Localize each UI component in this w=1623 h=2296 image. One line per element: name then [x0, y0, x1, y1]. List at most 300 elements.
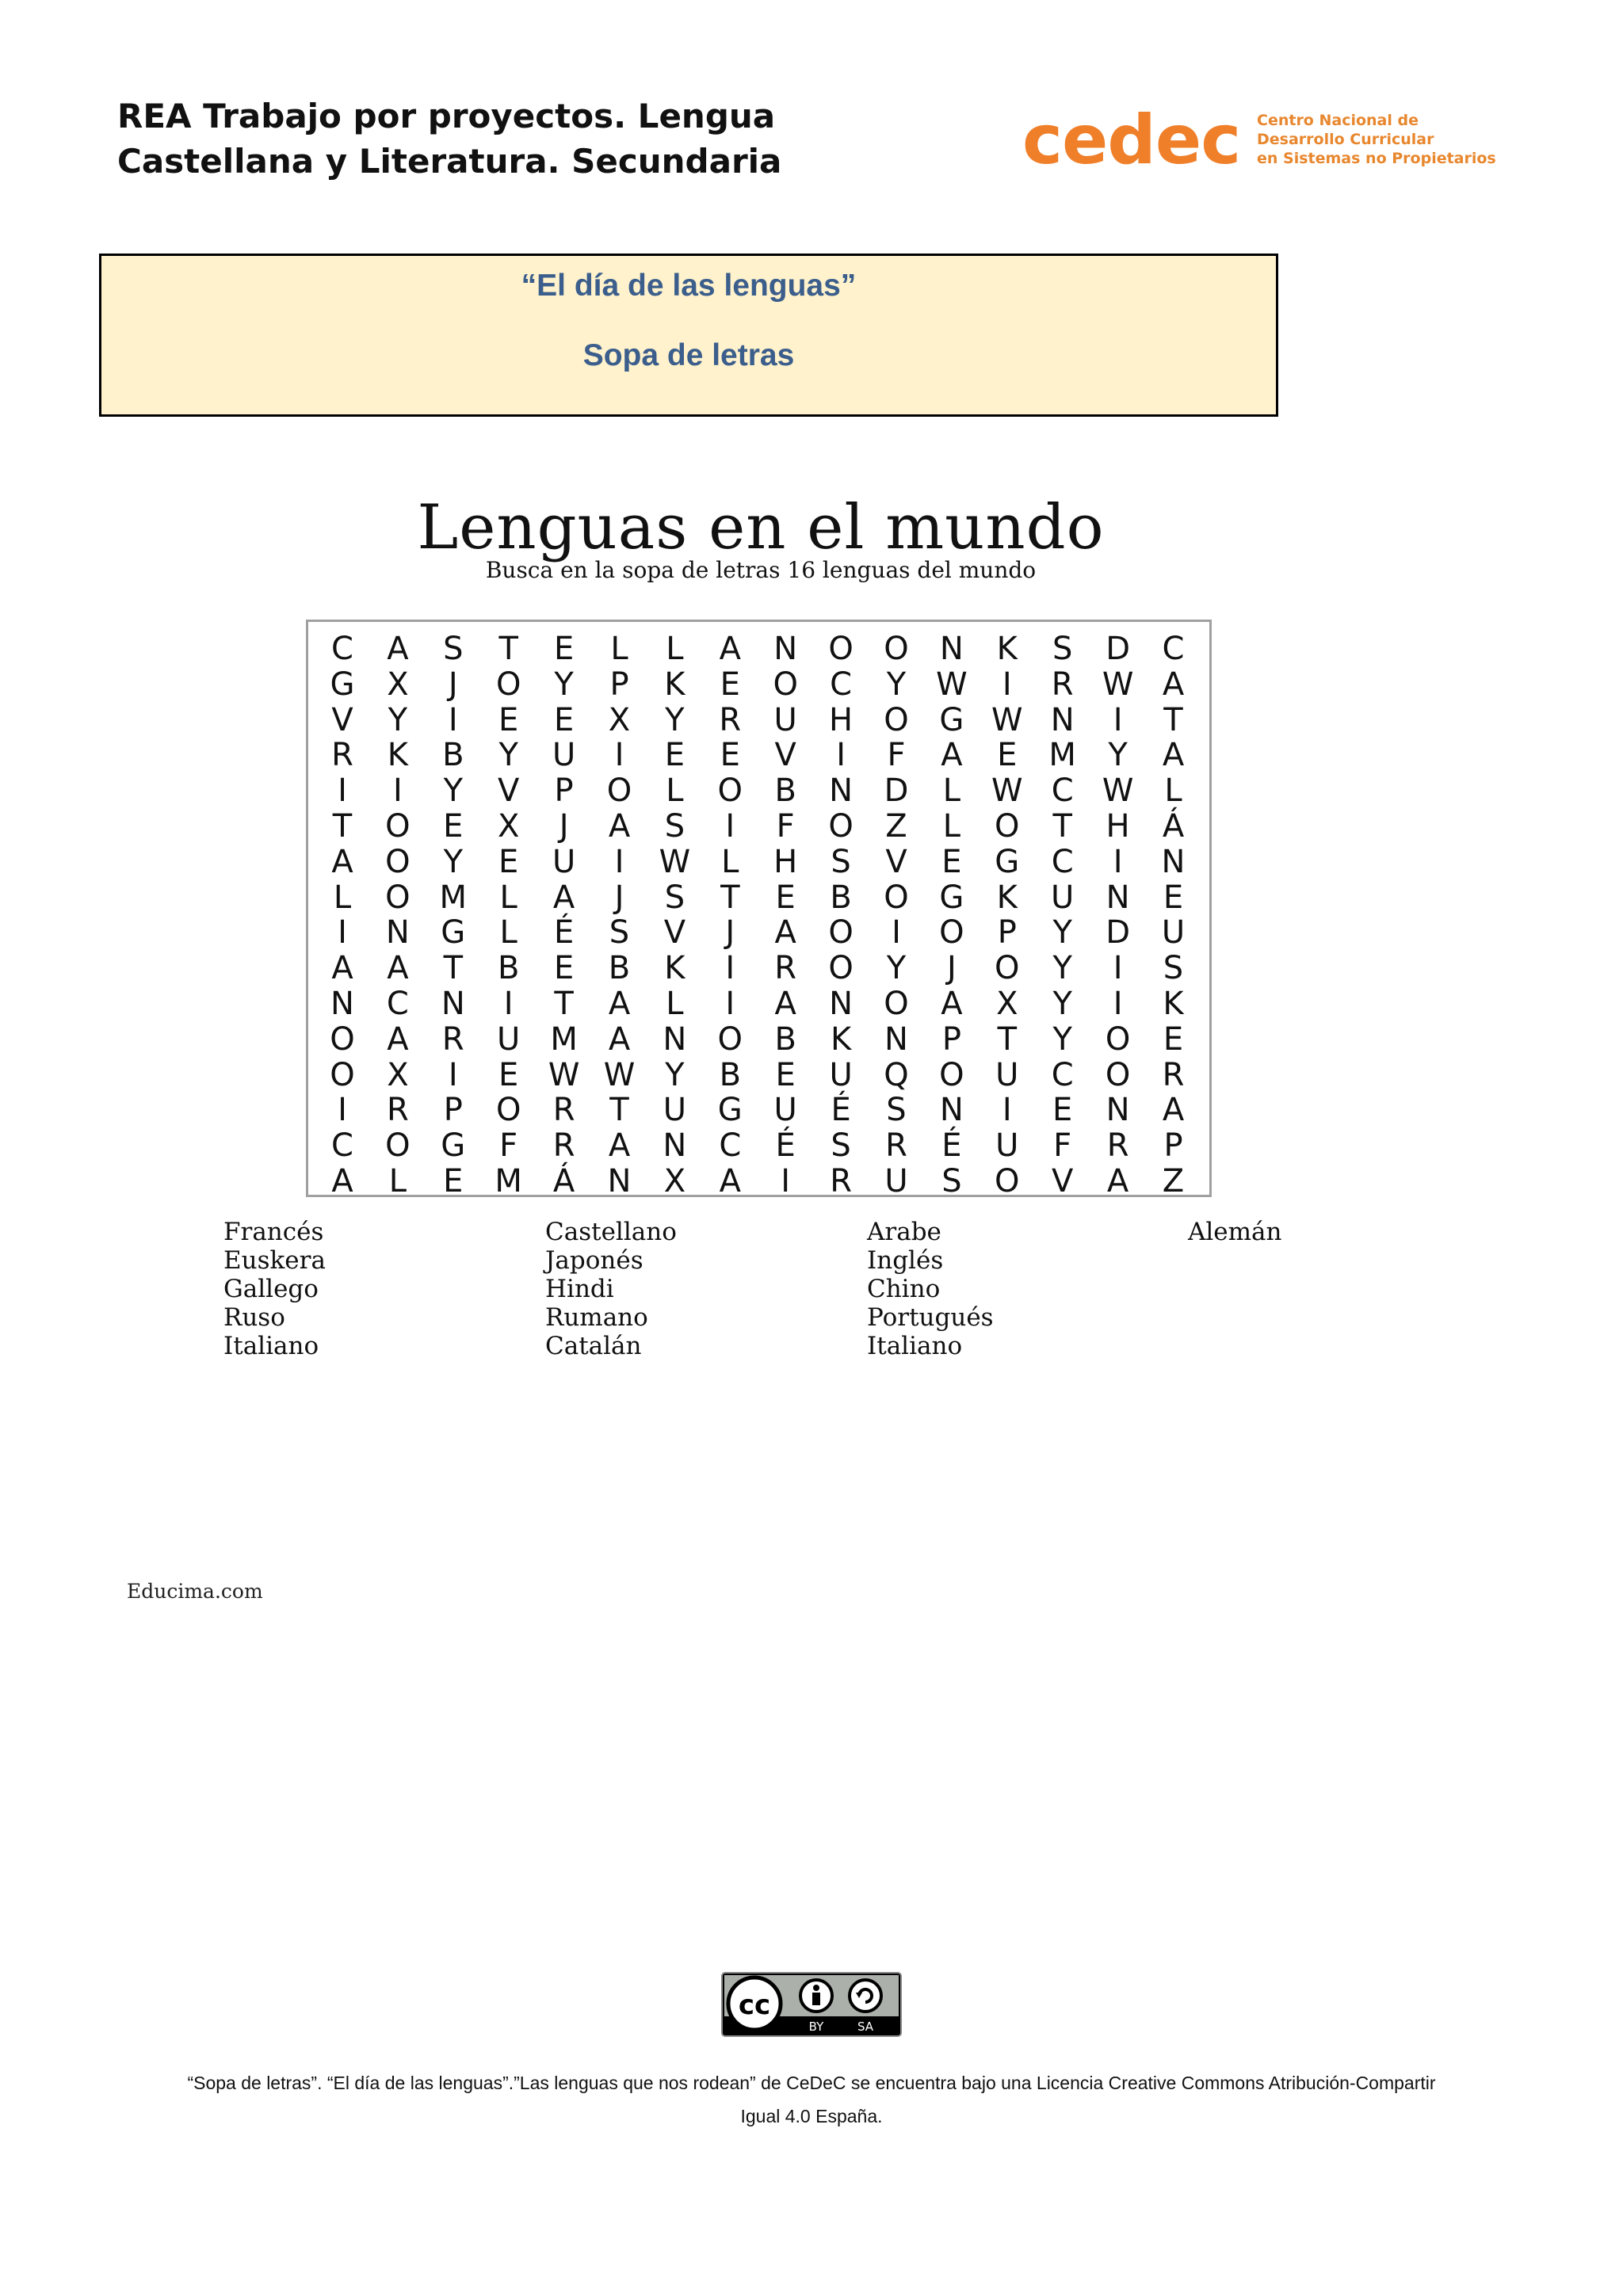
- grid-letter: A: [719, 631, 741, 667]
- grid-letter: J: [725, 914, 735, 952]
- grid-letter: E: [941, 843, 962, 880]
- grid-letter: Y: [443, 772, 464, 810]
- grid-letter: L: [721, 843, 739, 880]
- grid-letter: C: [331, 1127, 353, 1165]
- word-list-item: Italiano: [867, 1332, 963, 1360]
- grid-row: [308, 738, 1209, 772]
- cc-by-sa-badge[interactable]: [721, 1972, 902, 2037]
- grid-row: [308, 1128, 1209, 1163]
- word-list-item: Inglés: [867, 1246, 944, 1275]
- grid-letter: A: [941, 737, 963, 774]
- grid-letter: F: [776, 808, 795, 845]
- grid-letter: J: [559, 808, 569, 845]
- word-list-item: Chino: [867, 1275, 941, 1303]
- grid-letter: E: [1163, 1020, 1184, 1058]
- grid-letter: T: [609, 1092, 629, 1129]
- grid-letter: E: [498, 701, 519, 738]
- grid-letter: Y: [1052, 950, 1072, 987]
- word-list-column-4: [1188, 1218, 1282, 1246]
- grid-letter: E: [498, 1056, 519, 1093]
- grid-letter: U: [773, 1092, 797, 1129]
- grid-letter: W: [603, 1056, 636, 1093]
- grid-letter: Y: [665, 701, 685, 738]
- grid-letter: I: [503, 986, 514, 1022]
- grid-letter: F: [887, 737, 906, 774]
- grid-letter: H: [829, 701, 854, 738]
- grid-letter: E: [775, 879, 796, 916]
- grid-letter: L: [333, 879, 352, 916]
- grid-letter: K: [664, 950, 685, 987]
- grid-letter: K: [830, 1020, 852, 1058]
- grid-letter: R: [1162, 1056, 1185, 1093]
- license-line2: Igual 4.0 España.: [740, 2106, 883, 2126]
- grid-letter: K: [996, 631, 1018, 667]
- grid-letter: T: [997, 1020, 1018, 1058]
- grid-letter: X: [996, 986, 1018, 1022]
- grid-letter: O: [995, 950, 1020, 987]
- grid-letter: Y: [1052, 986, 1072, 1022]
- header-title-line1: REA Trabajo por proyectos. Lengua: [117, 97, 776, 135]
- grid-row: [308, 880, 1209, 915]
- grid-letter: G: [939, 879, 964, 916]
- grid-letter: S: [831, 1127, 851, 1165]
- grid-letter: N: [663, 1127, 687, 1165]
- grid-letter: N: [939, 631, 964, 667]
- grid-letter: M: [1048, 737, 1076, 774]
- grid-letter: E: [443, 808, 464, 845]
- header-title-line2: Castellana y Literatura. Secundaria: [117, 142, 782, 181]
- grid-letter: L: [499, 879, 517, 916]
- grid-letter: G: [939, 701, 964, 738]
- grid-letter: R: [552, 1127, 575, 1165]
- grid-letter: N: [441, 986, 465, 1022]
- grid-letter: C: [1162, 631, 1185, 667]
- grid-letter: O: [385, 808, 411, 845]
- grid-row: [308, 1164, 1209, 1199]
- grid-letter: N: [829, 772, 854, 810]
- grid-letter: A: [1162, 737, 1185, 774]
- grid-letter: Y: [498, 737, 518, 774]
- grid-letter: P: [609, 666, 629, 703]
- grid-letter: P: [1163, 1127, 1183, 1165]
- grid-letter: W: [548, 1056, 580, 1093]
- grid-letter: Q: [884, 1056, 909, 1093]
- grid-letter: L: [610, 631, 628, 667]
- grid-letter: B: [442, 737, 464, 774]
- grid-letter: I: [338, 772, 347, 810]
- grid-letter: I: [781, 1163, 791, 1199]
- grid-letter: C: [1051, 772, 1074, 810]
- grid-letter: N: [330, 986, 354, 1022]
- grid-letter: A: [608, 1127, 631, 1165]
- grid-letter: W: [991, 701, 1023, 738]
- grid-letter: I: [392, 772, 403, 810]
- grid-letter: A: [774, 914, 796, 952]
- grid-row: [308, 1093, 1209, 1127]
- grid-letter: P: [997, 914, 1017, 952]
- grid-letter: T: [332, 808, 353, 845]
- grid-row: [308, 845, 1209, 879]
- word-list-item: Castellano: [545, 1218, 677, 1246]
- grid-letter: Y: [1052, 1020, 1072, 1058]
- grid-letter: A: [941, 986, 963, 1022]
- grid-letter: C: [1051, 843, 1074, 880]
- grid-letter: R: [386, 1092, 409, 1129]
- grid-letter: S: [941, 1163, 962, 1199]
- grid-letter: F: [1053, 1127, 1072, 1165]
- activity-title-box: [99, 254, 1278, 417]
- grid-letter: M: [550, 1020, 578, 1058]
- grid-letter: Y: [388, 701, 408, 738]
- grid-letter: E: [553, 701, 575, 738]
- grid-letter: I: [1113, 986, 1123, 1022]
- grid-letter: R: [552, 1092, 575, 1129]
- grid-letter: J: [946, 950, 957, 987]
- grid-letter: H: [773, 843, 798, 880]
- puzzle-instructions: Busca en la sopa de letras 16 lenguas del mundo: [485, 557, 1037, 583]
- grid-letter: N: [773, 631, 798, 667]
- grid-letter: P: [554, 772, 574, 810]
- grid-letter: I: [614, 737, 624, 774]
- grid-letter: C: [331, 631, 353, 667]
- grid-letter: I: [448, 701, 458, 738]
- grid-row: [308, 809, 1209, 844]
- grid-letter: O: [385, 843, 411, 880]
- grid-letter: A: [331, 843, 353, 880]
- grid-letter: Y: [665, 1056, 685, 1093]
- grid-letter: W: [1102, 772, 1134, 810]
- grid-letter: C: [719, 1127, 742, 1165]
- document-header: [117, 93, 815, 184]
- grid-letter: L: [666, 631, 684, 667]
- grid-letter: E: [720, 666, 740, 703]
- grid-letter: O: [385, 1127, 411, 1165]
- word-list-column-2: [545, 1218, 677, 1360]
- grid-letter: W: [936, 666, 968, 703]
- grid-letter: N: [663, 1020, 687, 1058]
- grid-letter: I: [836, 737, 846, 774]
- grid-letter: O: [828, 914, 854, 952]
- grid-letter: I: [892, 914, 901, 952]
- grid-letter: U: [552, 843, 576, 880]
- grid-letter: K: [387, 737, 408, 774]
- license-text: [119, 2066, 1504, 2133]
- cc-license-icon: [721, 1972, 902, 2037]
- grid-letter: F: [499, 1127, 518, 1165]
- grid-row: [308, 915, 1209, 950]
- grid-letter: O: [828, 631, 854, 667]
- grid-letter: E: [1163, 879, 1184, 916]
- grid-letter: V: [774, 737, 796, 774]
- word-list-item: Gallego: [223, 1275, 319, 1303]
- grid-letter: A: [719, 1163, 741, 1199]
- grid-letter: B: [497, 950, 520, 987]
- grid-letter: O: [1105, 1020, 1131, 1058]
- grid-letter: K: [996, 879, 1018, 916]
- grid-letter: I: [725, 950, 735, 987]
- logo-word: cedec: [1022, 101, 1241, 180]
- grid-letter: S: [664, 879, 685, 916]
- word-list-item: Italiano: [223, 1332, 319, 1360]
- grid-letter: O: [1105, 1056, 1131, 1093]
- grid-letter: K: [664, 666, 685, 703]
- grid-letter: R: [885, 1127, 907, 1165]
- grid-letter: V: [663, 914, 686, 952]
- grid-letter: A: [774, 986, 796, 1022]
- grid-letter: É: [831, 1092, 851, 1129]
- grid-letter: O: [995, 808, 1020, 845]
- grid-letter: R: [719, 701, 742, 738]
- word-list-item: Portugués: [867, 1303, 994, 1332]
- grid-letter: G: [717, 1092, 743, 1129]
- word-list-column-1: [223, 1218, 326, 1360]
- grid-letter: O: [606, 772, 632, 810]
- grid-letter: A: [1162, 1092, 1185, 1129]
- grid-letter: X: [608, 701, 631, 738]
- grid-letter: X: [497, 808, 520, 845]
- grid-letter: A: [331, 1163, 353, 1199]
- grid-letter: U: [497, 1020, 521, 1058]
- grid-letter: O: [884, 631, 909, 667]
- grid-letter: U: [995, 1056, 1019, 1093]
- grid-letter: M: [495, 1163, 522, 1199]
- grid-letter: V: [885, 843, 907, 880]
- grid-letter: N: [385, 914, 410, 952]
- grid-letter: L: [1164, 772, 1182, 810]
- grid-letter: S: [886, 1092, 907, 1129]
- grid-letter: U: [1161, 914, 1186, 952]
- grid-letter: J: [448, 666, 458, 703]
- grid-letter: E: [997, 737, 1018, 774]
- license-line1: “Sopa de letras”. “El día de las lenguas”.”Las lenguas que nos rodean” de CeDeC se encuentra bajo una Licencia Creative Commons Atribución-Compartir: [187, 2073, 1436, 2093]
- grid-letter: C: [386, 986, 409, 1022]
- grid-letter: I: [1113, 701, 1123, 738]
- grid-letter: V: [331, 701, 353, 738]
- grid-letter: Y: [1108, 737, 1128, 774]
- grid-letter: Z: [1162, 1163, 1185, 1199]
- grid-letter: B: [719, 1056, 742, 1093]
- grid-letter: I: [1002, 1092, 1012, 1129]
- grid-letter: E: [720, 737, 740, 774]
- grid-letter: O: [330, 1056, 355, 1093]
- grid-letter: U: [884, 1163, 908, 1199]
- grid-letter: N: [1050, 701, 1075, 738]
- grid-letter: O: [717, 772, 743, 810]
- grid-letter: K: [1163, 986, 1184, 1022]
- grid-letter: S: [664, 808, 685, 845]
- grid-letter: B: [774, 772, 796, 810]
- grid-letter: D: [884, 772, 909, 810]
- grid-row: [308, 703, 1209, 738]
- grid-letter: Y: [886, 950, 907, 987]
- grid-letter: T: [554, 986, 574, 1022]
- grid-letter: O: [773, 666, 798, 703]
- grid-letter: W: [1102, 666, 1134, 703]
- word-list-item: Catalán: [545, 1332, 642, 1360]
- grid-letter: A: [552, 879, 575, 916]
- grid-letter: R: [1051, 666, 1074, 703]
- grid-letter: A: [608, 808, 631, 845]
- grid-letter: S: [443, 631, 464, 667]
- grid-letter: B: [830, 879, 852, 916]
- source-credit: Educima.com: [127, 1580, 263, 1603]
- grid-letter: N: [829, 986, 854, 1022]
- grid-letter: N: [1106, 879, 1130, 916]
- cedec-logo: [1022, 101, 1514, 180]
- word-list-item: Ruso: [223, 1303, 285, 1332]
- grid-letter: E: [664, 737, 685, 774]
- word-search-grid: [306, 620, 1212, 1197]
- grid-letter: O: [495, 666, 521, 703]
- grid-letter: G: [441, 914, 466, 952]
- grid-letter: O: [939, 914, 964, 952]
- grid-row: [308, 667, 1209, 702]
- grid-letter: R: [441, 1020, 464, 1058]
- grid-letter: L: [666, 986, 684, 1022]
- activity-subtitle: Sopa de letras: [582, 338, 795, 372]
- grid-letter: N: [607, 1163, 632, 1199]
- svg-text:BY: BY: [808, 2019, 824, 2034]
- logo-subtitle: [1257, 111, 1496, 168]
- word-list-item: Arabe: [867, 1218, 941, 1246]
- grid-letter: U: [995, 1127, 1019, 1165]
- grid-letter: I: [614, 843, 624, 880]
- grid-letter: E: [775, 1056, 796, 1093]
- grid-letter: L: [499, 914, 517, 952]
- grid-letter: L: [666, 772, 684, 810]
- grid-letter: N: [884, 1020, 908, 1058]
- grid-letter: O: [717, 1020, 743, 1058]
- grid-letter: X: [387, 1056, 409, 1093]
- grid-letter: B: [774, 1020, 796, 1058]
- activity-title: “El día de las lenguas”: [521, 269, 857, 303]
- grid-letter: Y: [886, 666, 907, 703]
- grid-letter: O: [995, 1163, 1020, 1199]
- grid-letter: P: [941, 1020, 961, 1058]
- grid-row: [308, 951, 1209, 986]
- word-list-item: Euskera: [223, 1246, 326, 1275]
- grid-letter: S: [1052, 631, 1073, 667]
- word-list-item: Japonés: [545, 1246, 643, 1275]
- grid-letter: G: [995, 843, 1020, 880]
- grid-letter: O: [884, 986, 909, 1022]
- grid-letter: N: [939, 1092, 964, 1129]
- grid-letter: S: [831, 843, 851, 880]
- grid-letter: É: [553, 914, 575, 952]
- logo-sub-line2: Desarrollo Curricular: [1257, 131, 1434, 148]
- grid-letter: Y: [443, 843, 464, 880]
- word-list-column-3: [867, 1218, 994, 1360]
- logo-sub-line3: en Sistemas no Propietarios: [1257, 150, 1496, 167]
- grid-letter: T: [443, 950, 464, 987]
- logo-sub-line1: Centro Nacional de: [1257, 112, 1419, 129]
- grid-letter: O: [495, 1092, 521, 1129]
- grid-letter: D: [1106, 631, 1130, 667]
- grid-letter: R: [774, 950, 797, 987]
- grid-letter: D: [1106, 914, 1130, 952]
- grid-letter: E: [553, 631, 575, 667]
- grid-row: [308, 631, 1209, 666]
- grid-letter: U: [829, 1056, 853, 1093]
- puzzle-title: Lenguas en el mundo: [417, 492, 1105, 563]
- grid-letter: A: [387, 1020, 409, 1058]
- grid-letter: R: [331, 737, 353, 774]
- grid-letter: H: [1106, 808, 1130, 845]
- grid-letter: C: [830, 666, 853, 703]
- grid-letter: W: [991, 772, 1023, 810]
- grid-letter: X: [663, 1163, 686, 1199]
- grid-letter: A: [1106, 1163, 1129, 1199]
- grid-letter: A: [331, 950, 353, 987]
- grid-letter: I: [1113, 843, 1123, 880]
- svg-text:cc: cc: [738, 1989, 771, 2021]
- grid-letter: O: [884, 879, 909, 916]
- grid-letter: B: [608, 950, 631, 987]
- grid-letter: A: [1162, 666, 1185, 703]
- grid-letter: Z: [885, 808, 907, 845]
- grid-letter: Á: [1162, 808, 1185, 845]
- grid-letter: A: [387, 950, 409, 987]
- grid-letter: C: [1051, 1056, 1074, 1093]
- grid-letter: Y: [554, 666, 574, 703]
- word-list-item: Rumano: [545, 1303, 648, 1332]
- grid-letter: A: [608, 986, 631, 1022]
- grid-letter: I: [1002, 666, 1012, 703]
- grid-letter: J: [614, 879, 624, 916]
- grid-letter: V: [498, 772, 520, 810]
- grid-letter: M: [439, 879, 468, 916]
- grid-row: [308, 1022, 1209, 1057]
- grid-letter: T: [498, 631, 518, 667]
- grid-letter: U: [552, 737, 576, 774]
- grid-letter: L: [388, 1163, 407, 1199]
- grid-letter: L: [942, 808, 961, 845]
- grid-letter: O: [939, 1056, 964, 1093]
- grid-letter: G: [441, 1127, 466, 1165]
- grid-letter: T: [720, 879, 740, 916]
- grid-letter: A: [608, 1020, 631, 1058]
- grid-letter: S: [1163, 950, 1184, 987]
- grid-letter: E: [443, 1163, 464, 1199]
- grid-letter: L: [942, 772, 961, 810]
- grid-letter: O: [828, 808, 854, 845]
- grid-letter: U: [1051, 879, 1075, 916]
- grid-letter: I: [725, 808, 735, 845]
- grid-letter: É: [941, 1127, 962, 1165]
- grid-letter: S: [609, 914, 630, 952]
- grid-letter: O: [828, 950, 854, 987]
- word-list-item: Francés: [223, 1218, 324, 1246]
- grid-letter: E: [553, 950, 575, 987]
- grid-letter: P: [443, 1092, 463, 1129]
- grid-letter: T: [1052, 808, 1072, 845]
- grid-letter: O: [385, 879, 411, 916]
- grid-letter: A: [387, 631, 409, 667]
- grid-letter: R: [1106, 1127, 1129, 1165]
- grid-letter: I: [338, 914, 347, 952]
- grid-letter: N: [1106, 1092, 1130, 1129]
- grid-letter: I: [1113, 950, 1123, 987]
- grid-letter: I: [448, 1056, 458, 1093]
- grid-letter: Y: [1052, 914, 1072, 952]
- grid-letter: Á: [552, 1163, 575, 1199]
- grid-letter: O: [884, 701, 909, 738]
- word-list-item: Hindi: [545, 1275, 614, 1303]
- grid-letter: U: [773, 701, 797, 738]
- grid-letter: V: [1052, 1163, 1074, 1199]
- grid-letter: É: [775, 1127, 796, 1165]
- grid-letter: O: [330, 1020, 355, 1058]
